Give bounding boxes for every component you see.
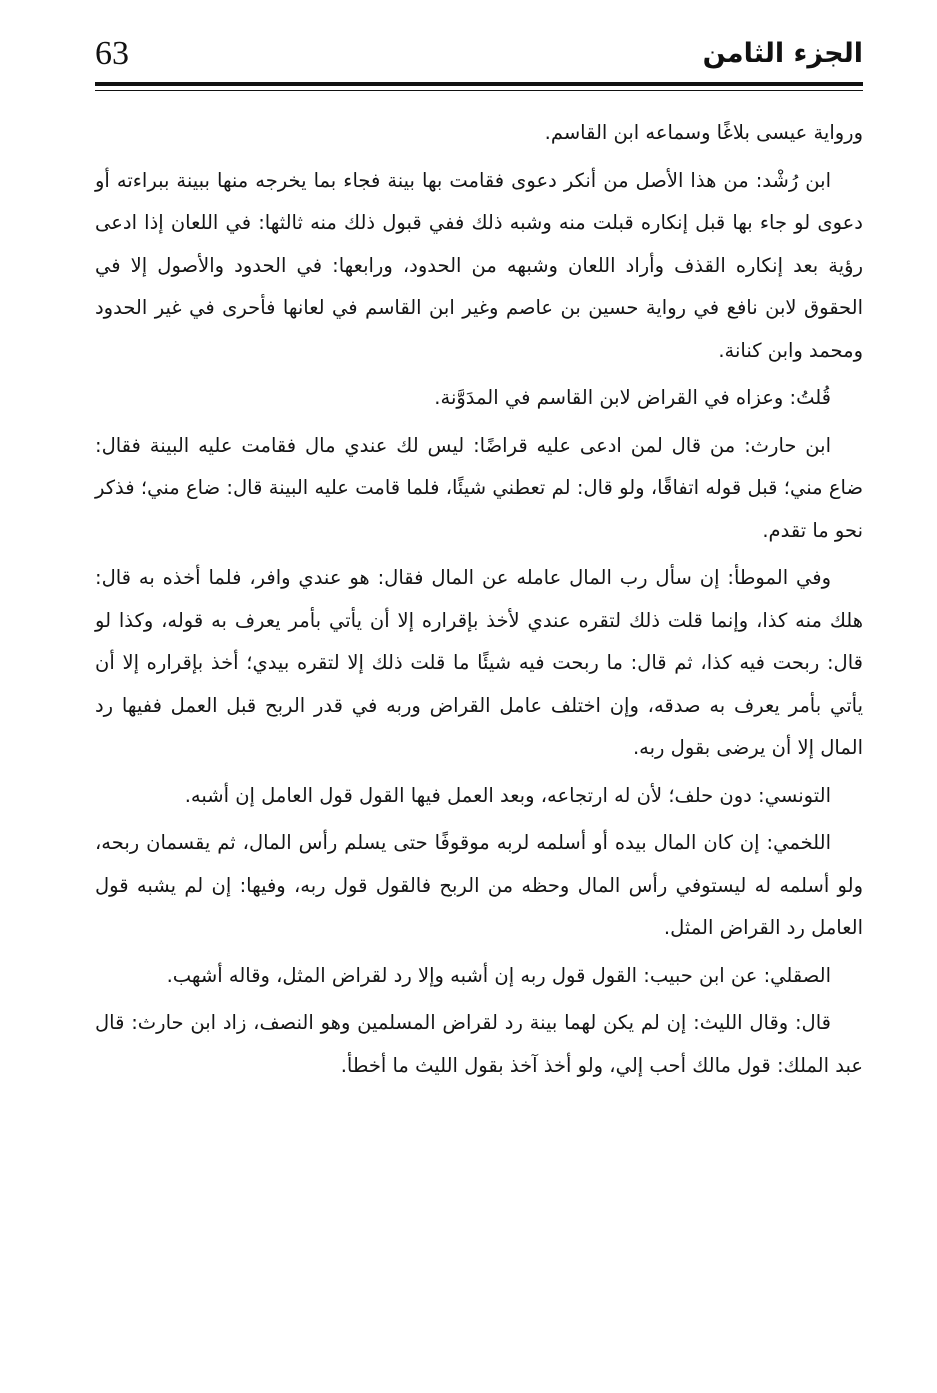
paragraph: اللخمي: إن كان المال بيده أو أسلمه لربه موقوفًا حتى يسلم رأس المال، ثم يقسمان ربحه، ولو أسلمه له ليستوفي رأس المال وحظه من الربح فالقول قول ربه، وفيها: إن لم يشبه قول العامل رد القراض المثل. [95, 831, 863, 939]
paragraph: التونسي: دون حلف؛ لأن له ارتجاعه، وبعد العمل فيها القول قول العامل إن أشبه. [184, 783, 831, 807]
paragraph: ورواية عيسى بلاغًا وسماعه ابن القاسم. [544, 121, 863, 144]
body-text [95, 112, 863, 1092]
header-rule-thick [95, 82, 863, 86]
paragraph: وفي الموطأ: إن سأل رب المال عامله عن المال فقال: هو عندي وافر، فلما أخذه به قال: هلك منه كذا، وإنما قلت ذلك لتقره عندي لأخذ بإقراره إلا أن يأتي بأمر يعرف به قوله، وكذا لو قال: ربحت فيه كذا، ثم قال: ما ربحت فيه شيئًا ما قلت ذلك إلا لتقره بيدي؛ أخذ بإقراره إلا أن يأتي بأمر يعرف به صدقه، وإن اختلف عامل القراض وربه في قدر الربح قبل العمل ففيها رد المال إلا أن يرضى بقول ربه. [95, 566, 863, 759]
paragraph: قُلتُ: وعزاه في القراض لابن القاسم في المدَوَّنة. [434, 386, 831, 409]
paragraph: الصقلي: عن ابن حبيب: القول قول ربه إن أشبه وإلا رد لقراض المثل، وقاله أشهب. [166, 963, 831, 987]
page-header [95, 30, 863, 86]
header-rule-thin [95, 90, 863, 91]
paragraph: ابن حارث: من قال لمن ادعى عليه قراضًا: ليس لك عندي مال فقامت عليه البينة فقال: ضاع مني؛ قبل قوله اتفاقًا، ولو قال: لم تعطني شيئًا، فلما قامت عليه البينة قال: ضاع مني؛ فذكر نحو ما تقدم. [95, 433, 863, 542]
page-number: 63 [95, 35, 129, 72]
paragraph: ابن رُشْد: من هذا الأصل من أنكر دعوى فقامت بها بينة فجاء بما يخرجه منها ببينة ببراءته أو دعوى لو جاء بها قبل إنكاره قبلت منه وشبه ذلك ففي قبول ذلك منه ثالثها: في اللعان إذا ادعى رؤية بعد إنكاره القذف وأراد اللعان وشبهه من الحدود، ورابعها: في الحدود والأصول إلا في الحقوق لابن نافع في رواية حسين بن عاصم وغير ابن القاسم في لعانها فأحرى في غير الحدود ومحمد وابن كنانة. [95, 168, 863, 362]
paragraph: قال: وقال الليث: إن لم يكن لهما بينة رد لقراض المسلمين وهو النصف، زاد ابن حارث: قال عبد الملك: قول مالك أحب إلي، ولو أخذ آخذ بقول الليث ما أخطأ. [95, 1011, 863, 1077]
running-title: الجزء الثامن [702, 38, 863, 69]
